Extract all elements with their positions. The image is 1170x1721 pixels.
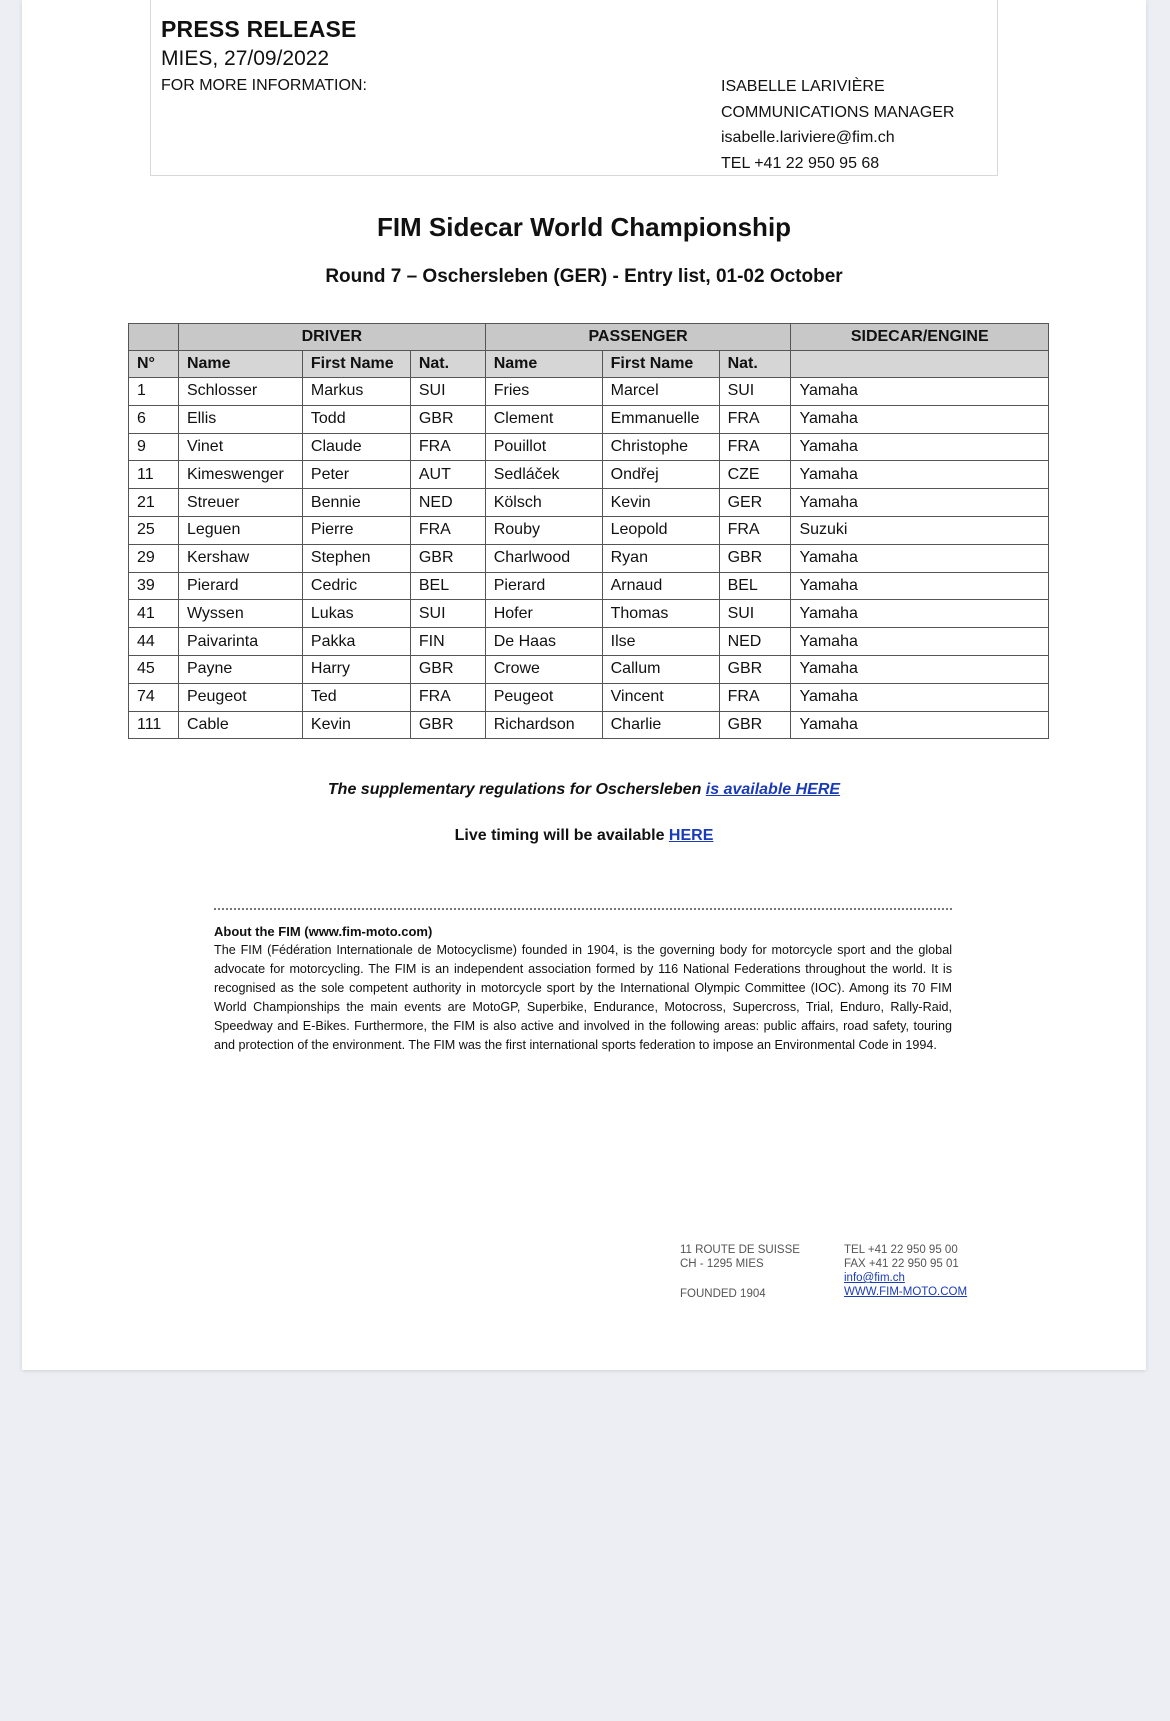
table-cell: 29 <box>129 544 179 572</box>
table-cell: Sedláček <box>485 461 602 489</box>
table-cell: FRA <box>410 516 485 544</box>
table-cell: Yamaha <box>791 378 1049 406</box>
live-timing-link[interactable]: HERE <box>668 827 714 844</box>
footer-address-line2: CH - 1295 MIES <box>680 1258 764 1270</box>
header-date: MIES, 27/09/2022 <box>161 47 330 70</box>
table-cell: 44 <box>129 628 179 656</box>
table-cell: Yamaha <box>791 461 1049 489</box>
header-more-info: FOR MORE INFORMATION: <box>161 77 367 94</box>
supplementary-link[interactable]: is available HERE <box>705 781 841 798</box>
table-cell: Schlosser <box>178 378 302 406</box>
table-cell: Rouby <box>485 516 602 544</box>
column-header-row <box>129 351 1049 378</box>
about-title: About the FIM (www.fim-moto.com) <box>214 924 433 939</box>
table-cell: 21 <box>129 489 179 517</box>
table-cell: Yamaha <box>791 683 1049 711</box>
table-cell: Yamaha <box>791 600 1049 628</box>
table-cell: Emmanuelle <box>602 405 719 433</box>
group-header-passenger: PASSENGER <box>485 324 791 351</box>
table-row <box>129 655 1049 683</box>
group-header-row <box>129 324 1049 351</box>
document-title: FIM Sidecar World Championship <box>376 212 792 242</box>
table-cell: Cedric <box>302 572 410 600</box>
table-cell: NED <box>719 628 791 656</box>
table-cell: Charlwood <box>485 544 602 572</box>
table-cell: Peugeot <box>178 683 302 711</box>
table-cell: Stephen <box>302 544 410 572</box>
table-cell: Richardson <box>485 711 602 739</box>
table-cell: Payne <box>178 655 302 683</box>
press-release-header <box>150 0 998 176</box>
contact-email[interactable]: isabelle.lariviere@fim.ch <box>721 129 895 146</box>
contact-tel: TEL +41 22 950 95 68 <box>721 154 880 172</box>
column-header: Name <box>178 351 302 378</box>
table-cell: Lukas <box>302 600 410 628</box>
column-header <box>791 351 1049 378</box>
table-cell: GBR <box>719 544 791 572</box>
table-cell: GBR <box>719 711 791 739</box>
table-row <box>129 711 1049 739</box>
table-cell: SUI <box>719 600 791 628</box>
table-row <box>129 544 1049 572</box>
table-cell: FRA <box>719 433 791 461</box>
table-cell: Crowe <box>485 655 602 683</box>
table-cell: Hofer <box>485 600 602 628</box>
table-row <box>129 683 1049 711</box>
about-body: The FIM (Fédération Internationale de Motocyclisme) founded in 1904, is the governing body for motorcycle sport and the global advocate for motorcycling. The FIM is an independent association formed by 116 National Federations throughout the world. It is recognised as the sole competent authority in motorcycle sport by the International Olympic Committee (IOC). Among its 70 FIM World Championships the main events are MotoGP, Superbike, Endurance, Motocross, Supercross, Trial, Enduro, Rally-Raid, Speedway and E-Bikes. Furthermore, the FIM is also active and involved in the following areas: public affairs, road safety, touring and protection of the environment. The FIM was the first international sports federation to impose an Environmental Code in 1994. <box>214 943 952 1052</box>
table-cell: Leguen <box>178 516 302 544</box>
table-body <box>129 378 1049 739</box>
table-cell: Vinet <box>178 433 302 461</box>
entry-list-table <box>128 323 1049 739</box>
live-timing <box>22 827 1146 845</box>
column-header: Nat. <box>719 351 791 378</box>
table-cell: Ilse <box>602 628 719 656</box>
table-cell: GBR <box>719 655 791 683</box>
table-cell: Leopold <box>602 516 719 544</box>
table-cell: Peugeot <box>485 683 602 711</box>
header-left <box>161 16 367 95</box>
table-cell: FRA <box>410 683 485 711</box>
table-cell: Fries <box>485 378 602 406</box>
table-cell: De Haas <box>485 628 602 656</box>
footer-tel: TEL +41 22 950 95 00 <box>844 1244 958 1256</box>
table-cell: Claude <box>302 433 410 461</box>
footer-email-link[interactable]: info@fim.ch <box>844 1272 905 1284</box>
group-header-blank <box>129 324 179 351</box>
supplementary-regulations <box>22 781 1146 799</box>
table-row <box>129 628 1049 656</box>
table-row <box>129 600 1049 628</box>
table-cell: GBR <box>410 544 485 572</box>
table-cell: Ellis <box>178 405 302 433</box>
table-cell: Pakka <box>302 628 410 656</box>
table-cell: Markus <box>302 378 410 406</box>
table-cell: SUI <box>410 600 485 628</box>
table-cell: GBR <box>410 405 485 433</box>
table-cell: 45 <box>129 655 179 683</box>
table-cell: FIN <box>410 628 485 656</box>
table-cell: SUI <box>719 378 791 406</box>
table-cell: Pouillot <box>485 433 602 461</box>
table-cell: Ondřej <box>602 461 719 489</box>
header-title: PRESS RELEASE <box>161 16 357 42</box>
table-cell: Kölsch <box>485 489 602 517</box>
footer-contact <box>844 1243 967 1299</box>
table-cell: 25 <box>129 516 179 544</box>
table-cell: Pierre <box>302 516 410 544</box>
group-header-driver: DRIVER <box>178 324 485 351</box>
table-cell: 6 <box>129 405 179 433</box>
table-cell: GER <box>719 489 791 517</box>
table-cell: Pierard <box>485 572 602 600</box>
table-cell: FRA <box>719 683 791 711</box>
about-fim <box>214 922 952 1055</box>
table-cell: Peter <box>302 461 410 489</box>
table-cell: Wyssen <box>178 600 302 628</box>
column-header: N° <box>129 351 179 378</box>
table-cell: Harry <box>302 655 410 683</box>
document-subtitle: Round 7 – Oschersleben (GER) - Entry list, 01-02 October <box>325 266 843 287</box>
table-cell: Yamaha <box>791 489 1049 517</box>
footer-fax: FAX +41 22 950 95 01 <box>844 1258 959 1270</box>
table-cell: 39 <box>129 572 179 600</box>
table-cell: AUT <box>410 461 485 489</box>
table-cell: Marcel <box>602 378 719 406</box>
table-cell: Kershaw <box>178 544 302 572</box>
table-cell: Vincent <box>602 683 719 711</box>
table-cell: Yamaha <box>791 405 1049 433</box>
table-row <box>129 433 1049 461</box>
table-cell: BEL <box>410 572 485 600</box>
table-cell: 41 <box>129 600 179 628</box>
table-row <box>129 461 1049 489</box>
table-cell: Yamaha <box>791 628 1049 656</box>
table-cell: Christophe <box>602 433 719 461</box>
table-cell: 1 <box>129 378 179 406</box>
table-cell: Bennie <box>302 489 410 517</box>
footer-address <box>680 1243 800 1301</box>
live-timing-text: Live timing will be available <box>454 827 669 844</box>
column-header: Name <box>485 351 602 378</box>
column-header: First Name <box>602 351 719 378</box>
table-cell: GBR <box>410 655 485 683</box>
table-cell: Yamaha <box>791 544 1049 572</box>
table-cell: NED <box>410 489 485 517</box>
table-cell: Yamaha <box>791 655 1049 683</box>
footer-founded: FOUNDED 1904 <box>680 1288 766 1300</box>
table-cell: Streuer <box>178 489 302 517</box>
table-cell: BEL <box>719 572 791 600</box>
table-cell: Kimeswenger <box>178 461 302 489</box>
table-cell: Suzuki <box>791 516 1049 544</box>
table-cell: Arnaud <box>602 572 719 600</box>
table-cell: Kevin <box>302 711 410 739</box>
footer-address-line1: 11 ROUTE DE SUISSE <box>680 1244 800 1256</box>
footer-web-link[interactable]: WWW.FIM-MOTO.COM <box>844 1286 968 1298</box>
table-cell: Thomas <box>602 600 719 628</box>
table-cell: Ryan <box>602 544 719 572</box>
group-header-sidecar: SIDECAR/ENGINE <box>791 324 1049 351</box>
document-page <box>22 0 1146 1370</box>
table-cell: Clement <box>485 405 602 433</box>
table-cell: Paivarinta <box>178 628 302 656</box>
contact-name: ISABELLE LARIVIÈRE <box>721 78 885 95</box>
table-cell: Ted <box>302 683 410 711</box>
table-cell: GBR <box>410 711 485 739</box>
table-cell: Charlie <box>602 711 719 739</box>
dotted-separator <box>214 908 952 910</box>
table-cell: CZE <box>719 461 791 489</box>
table-row <box>129 572 1049 600</box>
table-cell: Yamaha <box>791 711 1049 739</box>
table-cell: FRA <box>719 405 791 433</box>
table-cell: 111 <box>129 711 179 739</box>
table-row <box>129 516 1049 544</box>
table-cell: Kevin <box>602 489 719 517</box>
table-row <box>129 378 1049 406</box>
column-header: First Name <box>302 351 410 378</box>
table-cell: Yamaha <box>791 572 1049 600</box>
table-cell: 9 <box>129 433 179 461</box>
table-row <box>129 405 1049 433</box>
table-cell: Cable <box>178 711 302 739</box>
table-cell: 74 <box>129 683 179 711</box>
header-contact <box>721 74 954 176</box>
table-cell: Callum <box>602 655 719 683</box>
column-header: Nat. <box>410 351 485 378</box>
table-cell: Yamaha <box>791 433 1049 461</box>
table-cell: SUI <box>410 378 485 406</box>
table-cell: 11 <box>129 461 179 489</box>
table-cell: FRA <box>719 516 791 544</box>
table-cell: Pierard <box>178 572 302 600</box>
table-cell: Todd <box>302 405 410 433</box>
table-cell: FRA <box>410 433 485 461</box>
contact-role: COMMUNICATIONS MANAGER <box>721 103 955 121</box>
table-row <box>129 489 1049 517</box>
supplementary-text: The supplementary regulations for Oschersleben <box>327 781 706 798</box>
